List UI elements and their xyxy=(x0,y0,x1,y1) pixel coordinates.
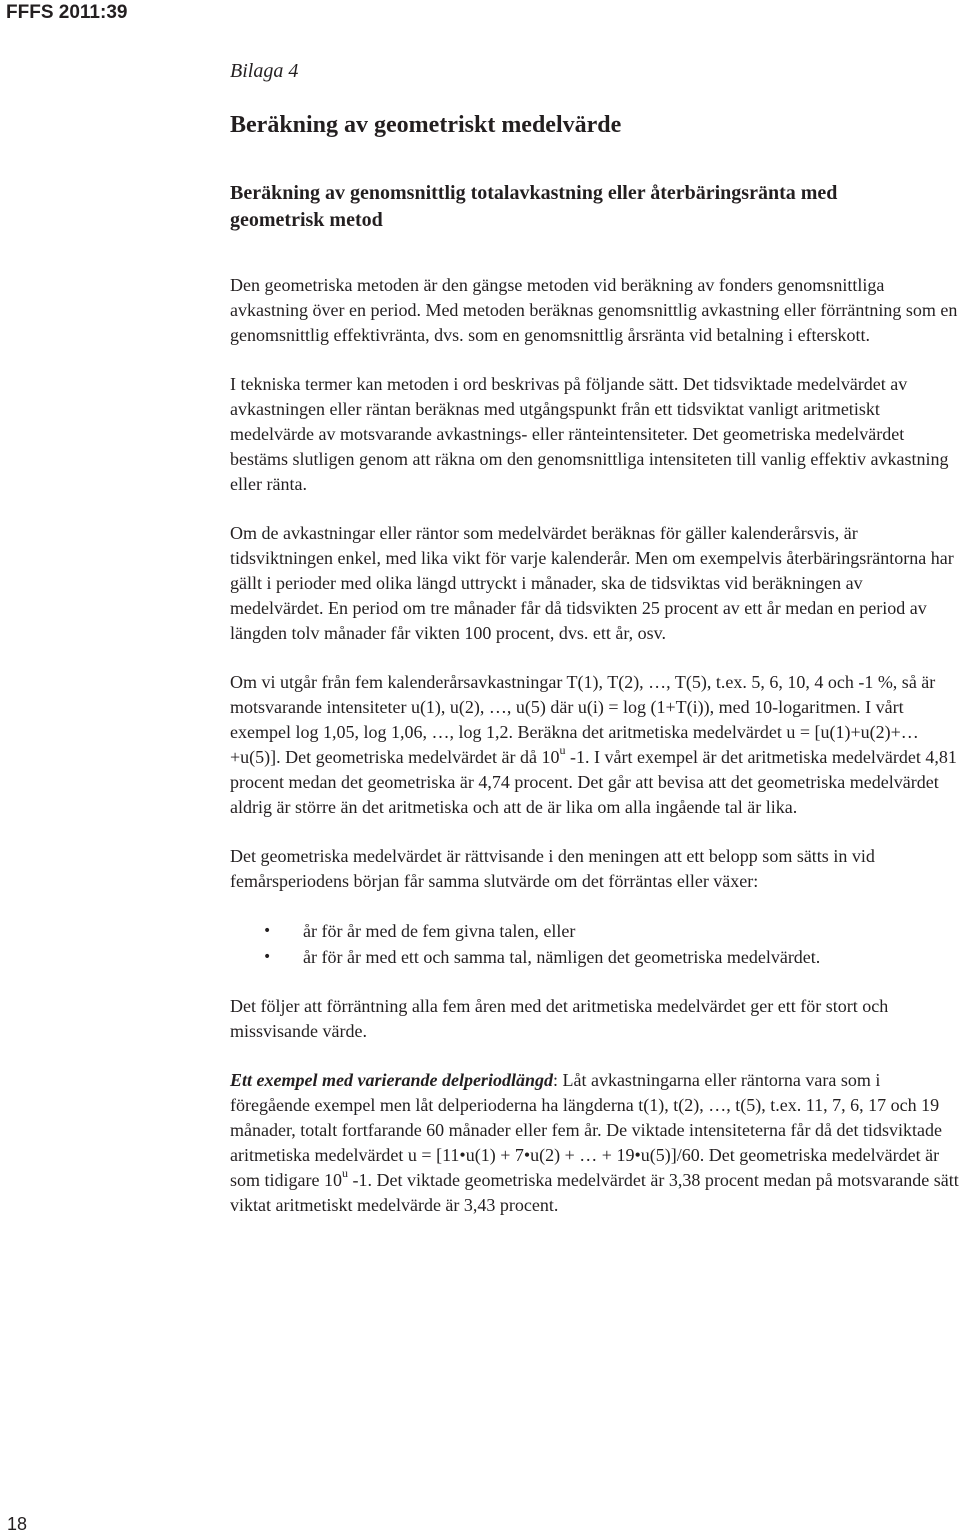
section-heading xyxy=(230,180,960,234)
example-lead: Ett exempel med varierande delperiodlängd xyxy=(230,1070,553,1090)
paragraph-conclusion: Det följer att förräntning alla fem åren med det aritmetiska medelvärdet ger ett för stort och missvisande värde. xyxy=(230,996,889,1041)
paragraph-time-weighting: Om de avkastningar eller räntor som medelvärdet beräknas för gäller kalenderårsvis, är tidsviktningen enkel, med lika vikt för varje kalenderår. Men om exempelvis återbäringsräntorna har gällt i perioder med olika längd uttryckt i månader, ska de tidsviktas vid beräkningen av medelvärdet. En period om tre månader får då tidsvikten 25 procent av ett år medan en period av längden tolv månader får vikten 100 procent, dvs. ett år, osv. xyxy=(230,523,954,643)
paragraph-fairness: Det geometriska medelvärdet är rättvisande i den meningen att ett belopp som sätts in vid femårsperiodens början får samma slutvärde om det förräntas eller växer: xyxy=(230,846,875,891)
list-item xyxy=(230,918,960,944)
exponent: u xyxy=(559,743,566,757)
exponent: u xyxy=(341,1166,348,1180)
paragraph-text: -1. I vårt exempel är det aritmetiska medelvärdet 4,81 procent medan det geometriska är 4,74 procent. Det går att bevisa att det geometriska medelvärdet aldrig är större än det aritmetiska och att de är lika om alla ingående tal är lika. xyxy=(230,747,957,817)
paragraph-intro: Den geometriska metoden är den gängse metoden vid beräkning av fonders genomsnittliga avkastning över en period. Med metoden beräknas genomsnittlig avkastning eller förräntning som en genomsnittlig effektivränta, dvs. som en genomsnittlig årsränta vid betalning i efterskott. xyxy=(230,275,958,345)
paragraph-technical-terms: I tekniska termer kan metoden i ord beskrivas på följande sätt. Det tidsviktade medelvärdet av avkastningen eller räntan beräknas med utgångspunkt från ett tidsviktat vanligt aritmetiskt medelvärde av motsvarande avkastnings- eller ränteintensiteter. Det geometriska medelvärdet bestäms slutligen genom att räkna om den genomsnittliga intensiteten till vanlig effektiv avkastning eller ränta. xyxy=(230,374,949,494)
bullet-list xyxy=(230,918,960,970)
bullet-icon: • xyxy=(263,949,272,965)
section-heading-line-2: geometrisk metod xyxy=(230,209,383,231)
paragraph-text: -1. Det viktade geometriska medelvärdet är 3,38 procent medan på motsvarande sätt viktat aritmetiskt medelvärde är 3,43 procent. xyxy=(230,1170,959,1215)
running-header: FFFS 2011:39 xyxy=(6,2,128,23)
appendix-label: Bilaga 4 xyxy=(230,60,299,82)
page-content xyxy=(230,56,960,1218)
list-item xyxy=(230,944,960,970)
bullet-icon: • xyxy=(263,923,272,939)
list-item-text: år för år med de fem givna talen, eller xyxy=(303,921,576,941)
page-number: 18 xyxy=(7,1514,28,1534)
list-item-text: år för år med ett och samma tal, nämligen det geometriska medelvärdet. xyxy=(303,947,821,967)
page-title: Beräkning av geometriskt medelvärde xyxy=(230,112,622,138)
paragraph-varying-example xyxy=(230,1068,960,1218)
paragraph-text: : Låt avkastningarna eller räntorna vara som i föregående exempel men låt delperioderna ha längderna t(1), t(2), …, t(5), t.ex. 11, 7, 6, 17 och 19 månader, totalt fortfarande 60 månader eller fem år. De viktade intensiteterna får då det tidsviktade aritmetiska medelvärdet u = [11•u(1) + 7•u(2) + … + 19•u(5)]/60. Det geometriska medelvärdet är som tidigare 10 xyxy=(230,1070,942,1190)
paragraph-calendar-example xyxy=(230,670,960,820)
paragraph-text: Om vi utgår från fem kalenderårsavkastningar T(1), T(2), …, T(5), t.ex. 5, 6, 10, 4 och -1 %, så är motsvarande intensiteter u(1), u(2), …, u(5) där u(i) = log (1+T(i)), med 10-logaritmen. I vårt exempel log 1,05, log 1,06, …, log 1,2. Beräkna det aritmetiska medelvärdet u = [u(1)+u(2)+…+u(5)]. Det geometriska medelvärdet är då 10 xyxy=(230,672,936,767)
section-heading-line-1: Beräkning av genomsnittlig totalavkastning eller återbäringsränta med xyxy=(230,182,838,204)
